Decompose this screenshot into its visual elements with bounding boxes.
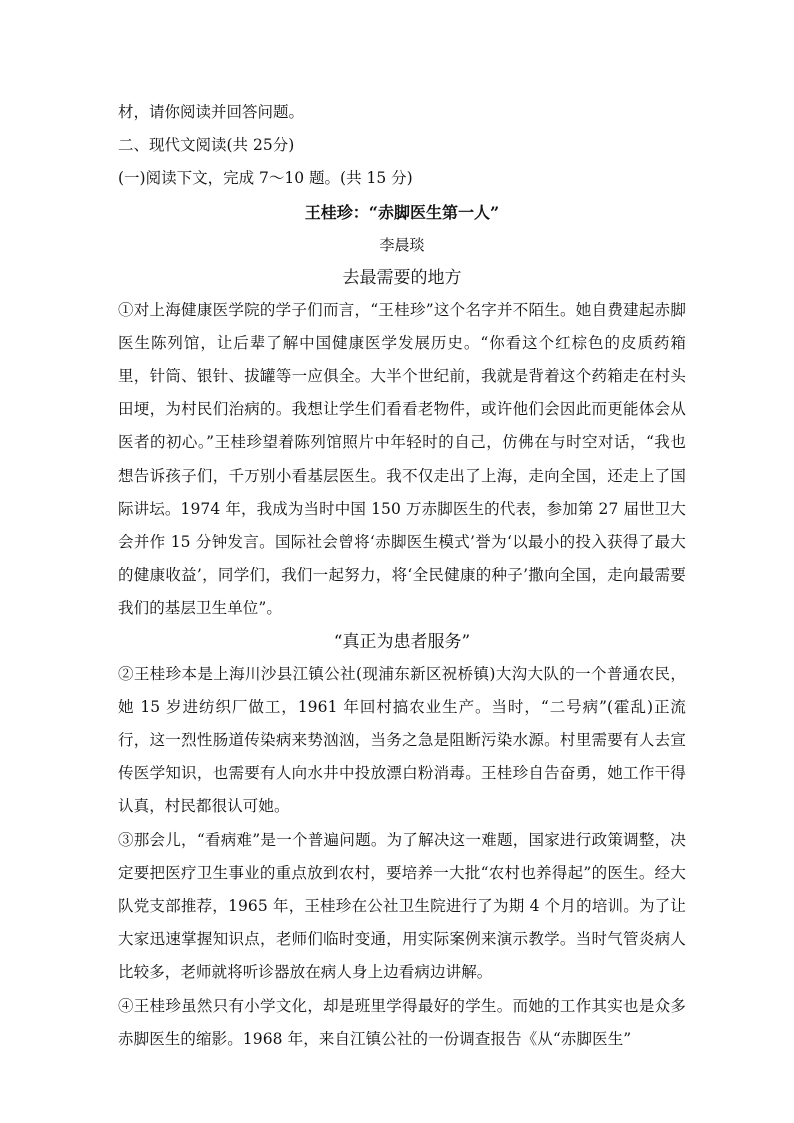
section-heading-1: 去最需要的地方 [342,267,462,288]
section-heading-2: “真正为患者服务” [333,631,471,652]
subsection-title: (一)阅读下文，完成 7～10 题。(共 15 分) [118,169,413,188]
section-title: 二、现代文阅读(共 25分) [118,136,295,155]
intro-line: 材，请你阅读并回答问题。 [118,103,305,121]
paragraph-3: ③那会儿，“看病难”是一个普遍问题。为了解决这一难题，国家进行政策调整，决定要把医疗卫生事业的重点放到农村，要培养一大批“农村也养得起”的医生。经大队党支部推荐，1965 年，王桂珍在公社卫生院进行了为期 4 个月的培训。为了让大家迅速掌握知识点，老师们临时变通，用实际案例来演示教学。当时气管炎病人比较多，老师就将听诊器放在病人身上边看病边讲解。 [118,830,686,982]
paragraph-2: ②王桂珍本是上海川沙县江镇公社(现浦东新区祝桥镇)大沟大队的一个普通农民，她 15 岁进纺织厂做工，1961 年回村搞农业生产。当时，“二号病”(霍乱)正流行，这一烈性肠道传染病来势汹汹，当务之急是阻断污染水源。村里需要有人去宣传医学知识，也需要有人向水井中投放漂白粉消毒。王桂珍自告奋勇，她工作干得认真，村民都很认可她。 [118,664,686,816]
paragraph-1: ①对上海健康医学院的学子们而言，“王桂珍”这个名字并不陌生。她自费建起赤脚医生陈列馆，让后辈了解中国健康医学发展历史。“你看这个红棕色的皮质药箱里，针筒、银针、拔罐等一应俱全。大半个世纪前，我就是背着这个药箱走在村头田埂，为村民们治病的。我想让学生们看看老物件，或许他们会因此而更能体会从医者的初心。”王桂珍望着陈列馆照片中年轻时的自己，仿佛在与时空对话，“我也想告诉孩子们，千万别小看基层医生。我不仅走出了上海，走向全国，还走上了国际讲坛。1974 年，我成为当时中国 150 万赤脚医生的代表，参加第 27 届世卫大会并作 15 分钟发言。国际社会曾将‘赤脚医生模式’誉为‘以最小的投入获得了最大的健康收益’，同学们，我们一起努力，将‘全民健康的种子’撒向全国，走向最需要我们的基层卫生单位”。 [118,300,686,618]
article-title: 王桂珍：“赤脚医生第一人” [304,202,500,222]
paragraph-4: ④王桂珍虽然只有小学文化，却是班里学得最好的学生。而她的工作其实也是众多赤脚医生的缩影。1968 年，来自江镇公社的一份调查报告《从“赤脚医生” [118,996,686,1048]
article-author: 李晨琰 [379,235,425,254]
